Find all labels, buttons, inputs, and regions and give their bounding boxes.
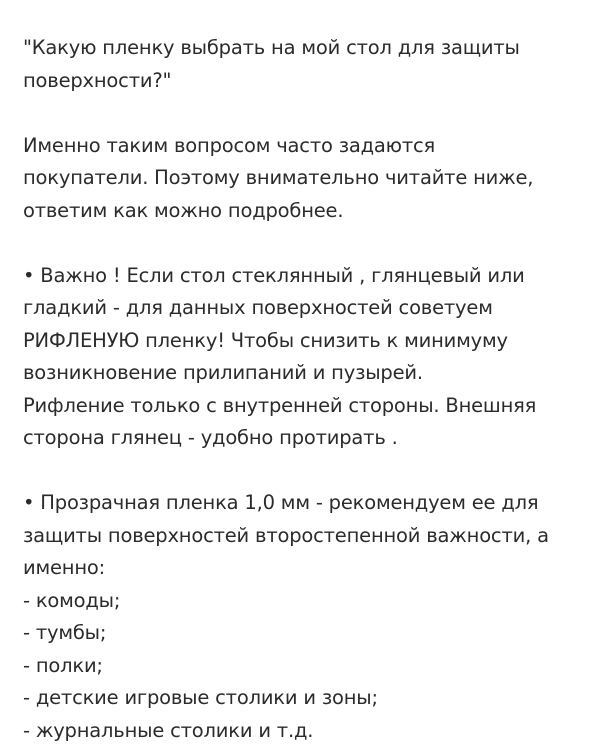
- intro-paragraph: [23, 130, 583, 228]
- text-line: • Важно ! Если стол стеклянный , глянцевый или: [23, 260, 583, 293]
- text-line: "Какую пленку выбрать на мой стол для защиты: [23, 32, 583, 65]
- text-line: РИФЛЕНУЮ пленку! Чтобы снизить к минимуму: [23, 325, 583, 358]
- text-line: Именно таким вопросом часто задаются: [23, 130, 583, 163]
- list-item: - полки;: [23, 650, 583, 683]
- important-paragraph: [23, 260, 583, 455]
- text-line: именно:: [23, 552, 583, 585]
- text-line: ответим как можно подробнее.: [23, 195, 583, 228]
- list-item: - журнальные столики и т.д.: [23, 715, 583, 747]
- post-text: [23, 32, 583, 747]
- text-line: гладкий - для данных поверхностей советуем: [23, 292, 583, 325]
- text-line: сторона глянец - удобно протирать .: [23, 422, 583, 455]
- paragraph-gap: [23, 455, 583, 488]
- paragraph-gap: [23, 97, 583, 130]
- question-paragraph: [23, 32, 583, 97]
- list-item: - тумбы;: [23, 617, 583, 650]
- text-line: поверхности?": [23, 65, 583, 98]
- text-line: возникновение прилипаний и пузырей.: [23, 357, 583, 390]
- list-item: - детские игровые столики и зоны;: [23, 682, 583, 715]
- text-line: Рифление только с внутренней стороны. Внешняя: [23, 390, 583, 423]
- text-line: защиты поверхностей второстепенной важности, а: [23, 520, 583, 553]
- paragraph-gap: [23, 227, 583, 260]
- text-line: • Прозрачная пленка 1,0 мм - рекомендуем ее для: [23, 487, 583, 520]
- list-item: - комоды;: [23, 585, 583, 618]
- transparent-paragraph: [23, 487, 583, 747]
- text-line: покупатели. Поэтому внимательно читайте ниже,: [23, 162, 583, 195]
